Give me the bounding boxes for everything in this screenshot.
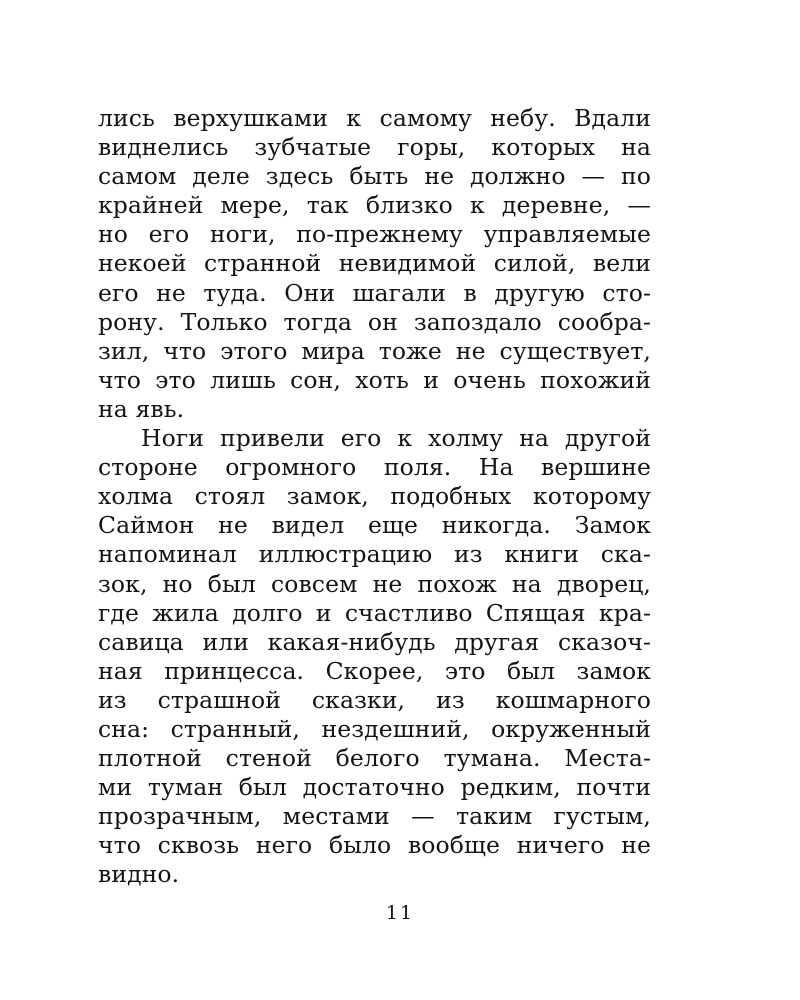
text-line: виднелись зубчатые горы, которых на — [98, 133, 651, 162]
paragraph-1 — [98, 104, 651, 424]
text-line: рону. Только тогда он запоздало сообра- — [98, 307, 651, 336]
text-line: видно. — [98, 860, 180, 889]
text-line: Саймон не видел еще никогда. Замок — [98, 511, 651, 540]
text-line: его не туда. Они шагали в другую сто- — [98, 278, 651, 307]
text-line: самом деле здесь быть не должно — по — [98, 162, 651, 191]
text-line: стороне огромного поля. На вершине — [98, 453, 651, 482]
text-line: холма стоял замок, подобных которому — [98, 482, 651, 511]
text-line: зок, но был совсем не похож на дворец, — [98, 569, 651, 598]
text-line: на явь. — [98, 394, 185, 423]
text-line: крайней мере, так близко к деревне, — — [98, 191, 651, 220]
text-line: ная принцесса. Скорее, это был замок — [98, 656, 651, 685]
body-text — [98, 104, 651, 890]
text-line: сна: странный, нездешний, окруженный — [98, 714, 651, 743]
text-line: плотной стеной белого тумана. Места- — [98, 744, 651, 773]
text-line: прозрачным, местами — таким густым, — [98, 802, 651, 831]
text-line: Ноги привели его к холму на другой — [141, 424, 651, 453]
text-line: но его ноги, по-прежнему управляемые — [98, 220, 651, 249]
text-line: из страшной сказки, из кошмарного — [98, 685, 651, 714]
text-line: некоей странной невидимой силой, вели — [98, 249, 651, 278]
text-line: лись верхушками к самому небу. Вдали — [98, 104, 651, 132]
text-line: напоминал иллюстрацию из книги ска- — [98, 540, 651, 569]
text-line: что это лишь сон, хоть и очень похожий — [98, 365, 651, 394]
text-line: ми туман был достаточно редким, почти — [98, 773, 651, 802]
text-line: савица или какая-нибудь другая сказоч- — [98, 627, 651, 656]
text-line: что сквозь него было вообще ничего не — [98, 831, 651, 860]
paragraph-2 — [98, 424, 651, 890]
text-line: где жила долго и счастливо Спящая кра- — [98, 598, 651, 627]
text-line: зил, что этого мира тоже не существует, — [98, 336, 651, 365]
page-number: 11 — [385, 902, 415, 924]
